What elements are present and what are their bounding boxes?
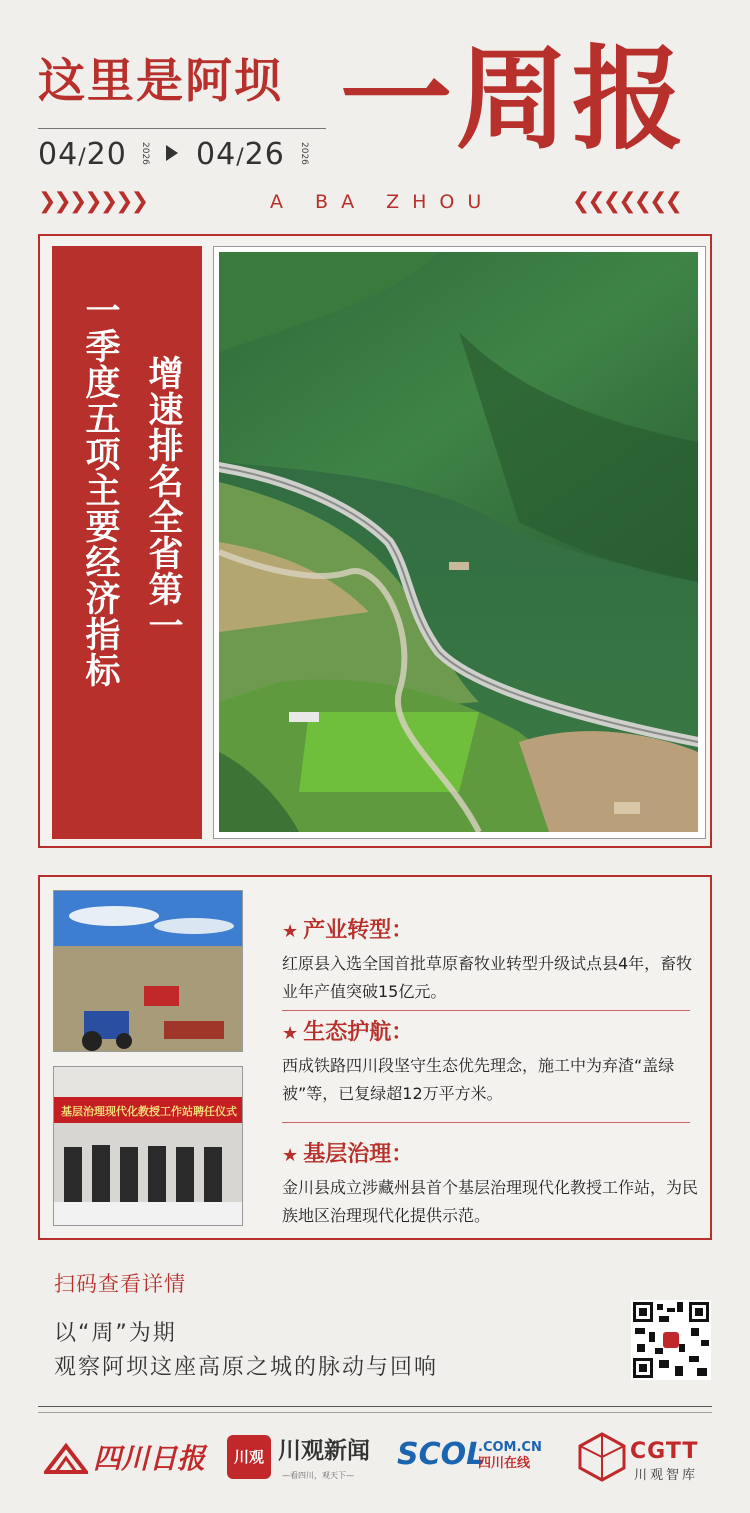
cgtt-logo: CGTT	[630, 1439, 699, 1464]
chuanguan-slogan: —看四川，观天下—	[282, 1471, 354, 1480]
news-item-2	[282, 1022, 413, 1044]
play-arrow-icon	[166, 145, 178, 161]
chevrons-right-icon: ❯❯❯❯❯❯❯	[38, 189, 147, 214]
tagline-line2: 观察阿坝这座高原之城的脉动与回响	[54, 1355, 439, 1380]
highway-valley-photo	[219, 252, 698, 832]
star-icon: ★	[282, 921, 299, 942]
scol-domain: .COM.CN	[478, 1440, 542, 1455]
chevrons-left-icon: ❮❮❮❮❮❮❮	[572, 189, 681, 214]
news-item-body: 红原县入选全国首批草原畜牧业转型升级试点县4年，畜牧业年产值突破15亿元。	[282, 954, 693, 1001]
date-start: 04/20	[38, 137, 127, 172]
chuanguan-news-logo: 川观新闻	[278, 1438, 370, 1464]
scol-logo: SCOL	[397, 1437, 486, 1472]
news-item-title: 产业转型：	[303, 918, 414, 943]
star-icon: ★	[282, 1145, 299, 1166]
weekly-report-title: 一周报	[340, 35, 688, 165]
year-start: 2026	[140, 142, 150, 165]
scol-cn-name: 四川在线	[478, 1456, 531, 1471]
header-divider	[38, 128, 326, 129]
chuanguan-app-icon: 川观	[227, 1435, 271, 1479]
news-item-body: 金川县成立涉藏州县首个基层治理现代化教授工作站，为民族地区治理现代化提供示范。	[282, 1178, 699, 1225]
feature-headline-line2: 一季度五项主要经济指标	[80, 292, 120, 688]
news-divider	[282, 1122, 690, 1123]
news-item-title: 生态护航：	[303, 1020, 414, 1045]
news-item-3	[282, 1144, 413, 1166]
footer-top-divider-thin	[38, 1412, 712, 1413]
workstation-ceremony-photo	[53, 1066, 243, 1226]
tractor-field-photo	[53, 890, 243, 1052]
cgtt-cn-name: 川观智库	[634, 1468, 699, 1483]
cgtt-cube-icon	[578, 1432, 626, 1486]
ceremony-banner-text: 基层治理现代化教授工作站聘任仪式	[61, 1105, 237, 1118]
page-title: 这里是阿坝	[38, 54, 283, 109]
sichuan-daily-logo: 四川日报	[44, 1442, 205, 1476]
date-end: 04/26	[196, 137, 285, 172]
pinyin-subtitle: A BA ZHOU	[270, 191, 495, 213]
footer-top-divider	[38, 1406, 712, 1407]
year-end: 2026	[299, 142, 309, 165]
qr-code[interactable]	[631, 1300, 711, 1380]
star-icon: ★	[282, 1023, 299, 1044]
news-item-1	[282, 920, 413, 942]
news-divider	[282, 1010, 690, 1011]
tagline-line1: 以“周”为期	[54, 1321, 177, 1346]
scan-for-details: 扫码查看详情	[54, 1272, 186, 1296]
feature-headline-line1: 增速排名全省第一	[143, 355, 183, 643]
news-item-body: 西成铁路四川段坚守生态优先理念，施工中为弃渣“盖绿被”等，已复绿超12万平方米。	[282, 1056, 675, 1103]
news-item-title: 基层治理：	[303, 1142, 414, 1167]
